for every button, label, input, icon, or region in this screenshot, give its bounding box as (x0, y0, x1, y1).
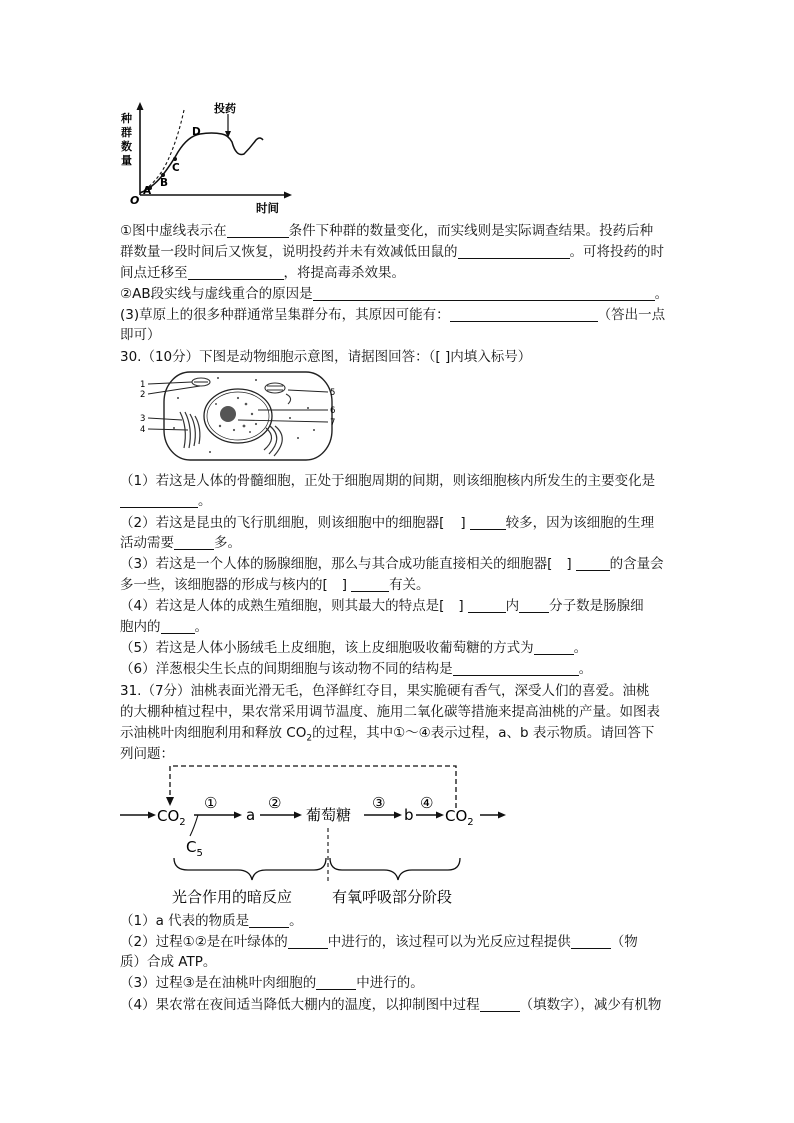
q31-s4-line (120, 996, 661, 1014)
text: 分子数是肠腺细 (549, 598, 644, 614)
answer-blank[interactable] (576, 556, 610, 571)
answer-blank[interactable] (470, 515, 506, 530)
answer-blank[interactable] (480, 997, 520, 1012)
cell-label-3: 3 (140, 414, 146, 424)
cell-label-1: 1 (140, 380, 146, 390)
text: （答出一点 (597, 307, 666, 323)
text: 。可将投药的时 (569, 244, 664, 260)
point-label-a: A (143, 185, 152, 197)
population-curve-figure (118, 100, 298, 220)
q30-s2-line-2 (120, 534, 241, 552)
text: （2）若这是昆虫的飞行肌细胞，则该细胞中的细胞器[ (120, 515, 445, 531)
co2-left-sub: 2 (179, 817, 186, 828)
text: ，将提高毒杀效果。 (283, 265, 405, 281)
text: （2）过程①②是在叶绿体的 (120, 934, 288, 950)
answer-blank[interactable] (519, 598, 549, 613)
q31-line-3 (120, 724, 654, 748)
cell-label-7: 7 (330, 418, 336, 428)
svg-text:C5 (186, 838, 203, 859)
answer-blank[interactable] (249, 913, 289, 928)
q30-s1-line-1 (120, 472, 655, 490)
text: ] (460, 515, 466, 531)
cell-label-5: 5 (330, 388, 336, 398)
right-brace (330, 858, 460, 880)
q29-line-4 (120, 285, 668, 303)
text: 多。 (214, 535, 241, 551)
q31-line-1: 31.（7分）油桃表面光滑无毛，色泽鲜红夺目，果实脆硬有香气，深受人们的喜爱。油桃 (120, 683, 650, 699)
answer-blank[interactable] (188, 265, 284, 280)
point-label-c: C (172, 162, 180, 174)
q30-s3-line-2 (120, 576, 430, 594)
co2-process-diagram (116, 762, 516, 910)
process-1-label: ① (204, 794, 218, 812)
cell-label-4: 4 (140, 425, 146, 435)
text: 群数量一段时间后又恢复，说明投药并未有效减低田鼠的 (120, 244, 458, 260)
q29-line-3 (120, 264, 405, 282)
q29-line-2 (120, 243, 664, 261)
text: 条件下种群的数量变化，而实线则是实际调查结果。投药后种 (288, 223, 654, 239)
text: ①图中虚线表示在 (120, 223, 227, 239)
answer-blank[interactable] (174, 535, 214, 550)
answer-blank[interactable] (534, 640, 574, 655)
co2-right-label: CO (445, 807, 468, 825)
process-2-label: ② (268, 794, 282, 812)
answer-blank[interactable] (458, 244, 570, 259)
text: （填数字），减少有机物 (519, 997, 662, 1013)
answer-blank[interactable] (161, 619, 195, 634)
cell-label-6: 6 (330, 406, 336, 416)
text: 有关。 (389, 577, 430, 593)
text: 即可） (120, 327, 161, 343)
answer-blank[interactable] (351, 577, 389, 592)
y-axis-label-4: 量 (121, 154, 132, 167)
annotation-label: 投药 (214, 102, 236, 115)
text: 示油桃叶肉细胞利用和释放 CO (120, 725, 307, 741)
text: 间点迁移至 (120, 265, 188, 281)
answer-blank[interactable] (468, 598, 506, 613)
glucose-label: 葡萄糖 (306, 806, 352, 824)
actual-curve (140, 133, 263, 193)
text: 。 (289, 913, 303, 929)
q29-line-5 (120, 306, 665, 324)
text: 。 (578, 661, 593, 677)
text: （1）若这是人体的骨髓细胞，正处于细胞周期的间期，则该细胞核内所发生的主要变化是 (120, 473, 656, 489)
substance-b-label: b (404, 806, 414, 824)
answer-blank[interactable] (450, 307, 598, 322)
q31-line-4: 列问题： (120, 746, 174, 762)
answer-blank[interactable] (313, 286, 655, 301)
svg-text:CO2 (157, 807, 186, 828)
text: 较多，因为该细胞的生理 (505, 515, 655, 531)
text: 中进行的，该过程可以为光反应过程提供 (327, 934, 571, 950)
text: 多一些，该细胞器的形成与核内的[ (120, 577, 328, 593)
text: 胞内的 (120, 619, 161, 635)
q29-line-1 (120, 222, 653, 240)
text: 的过程，其中①～④表示过程，a、b 表示物质。请回答下 (312, 725, 655, 741)
q31-s1-line (120, 912, 303, 930)
text: ] (458, 598, 464, 614)
text: （3）过程③是在油桃叶肉细胞的 (120, 975, 317, 991)
text: (3)草原上的很多种群通常呈集群分布，其原因可能有： (120, 307, 450, 323)
y-axis-label-1: 种 (121, 112, 132, 125)
svg-text:CO2 (445, 807, 474, 828)
y-axis-label-3: 数 (121, 140, 132, 153)
text: （3）若这是一个人体的肠腺细胞，那么与其合成功能直接相关的细胞器[ (120, 556, 553, 572)
answer-blank[interactable] (120, 493, 198, 508)
subscript: 2 (306, 733, 313, 744)
q30-s5-line (120, 639, 587, 657)
aerobic-respiration-label: 有氧呼吸部分阶段 (332, 888, 453, 906)
x-axis-label: 时间 (256, 201, 279, 215)
text: ②AB段实线与虚线重合的原因是 (120, 286, 313, 302)
origin-label: O (130, 194, 140, 207)
co2-left-label: CO (157, 807, 180, 825)
q30-s3-line-1 (120, 555, 664, 573)
text: （4）若这是人体的成熟生殖细胞，则其最大的特点是[ (120, 598, 445, 614)
text: 。 (654, 286, 669, 302)
q30-s2-line-1 (120, 514, 654, 532)
text: ] (566, 556, 572, 572)
q30-s4-line-1 (120, 597, 644, 615)
q31-s2-line-1 (120, 933, 638, 951)
text: 质）合成 ATP。 (120, 954, 217, 970)
co2-right-sub: 2 (467, 817, 474, 828)
animal-cell-figure (138, 368, 338, 466)
text: 的含量会 (609, 556, 664, 572)
q31-s2-line-2 (120, 953, 216, 971)
point-label-b: B (160, 177, 169, 189)
text: 。 (198, 493, 212, 509)
q30-s1-line-2 (120, 492, 212, 510)
text: 活动需要 (120, 535, 174, 551)
process-4-label: ④ (420, 794, 434, 812)
text: 内 (505, 598, 520, 614)
answer-blank[interactable] (227, 223, 289, 238)
q31-line-2: 的大棚种植过程中，果农常采用调节温度、施用二氧化碳等措施来提高油桃的产量。如图表 (120, 704, 660, 720)
answer-blank[interactable] (453, 661, 579, 676)
process-3-label: ③ (372, 794, 386, 812)
text: （5）若这是人体小肠绒毛上皮细胞，该上皮细胞吸收葡萄糖的方式为 (120, 640, 534, 656)
text: 中进行的。 (356, 975, 424, 991)
text: 。 (194, 619, 208, 635)
dark-reaction-label: 光合作用的暗反应 (172, 888, 293, 906)
text: 。 (573, 640, 588, 656)
q29-line-6 (120, 326, 161, 344)
cell-label-2: 2 (140, 390, 146, 400)
answer-blank[interactable] (316, 975, 356, 990)
text: ] (341, 577, 348, 593)
text: （6）洋葱根尖生长点的间期细胞与该动物不同的结构是 (120, 661, 453, 677)
answer-blank[interactable] (571, 934, 611, 949)
c5-label: C (186, 838, 197, 856)
y-axis-label-2: 群 (121, 126, 132, 139)
q31-s3-line (120, 974, 424, 992)
text: （1）a 代表的物质是 (120, 913, 250, 929)
q30-s6-line (120, 660, 592, 678)
substance-a-label: a (246, 806, 256, 824)
point-label-d: D (192, 126, 201, 138)
text: （物 (610, 934, 638, 950)
q30-title: 30.（10分）下图是动物细胞示意图，请据图回答：（[ ]内填入标号） (120, 349, 532, 365)
left-brace (174, 858, 326, 880)
q30-s4-line-2 (120, 618, 208, 636)
c5-sub: 5 (196, 848, 203, 859)
text: （4）果农常在夜间适当降低大棚内的温度，以抑制图中过程 (120, 997, 480, 1013)
answer-blank[interactable] (288, 934, 328, 949)
